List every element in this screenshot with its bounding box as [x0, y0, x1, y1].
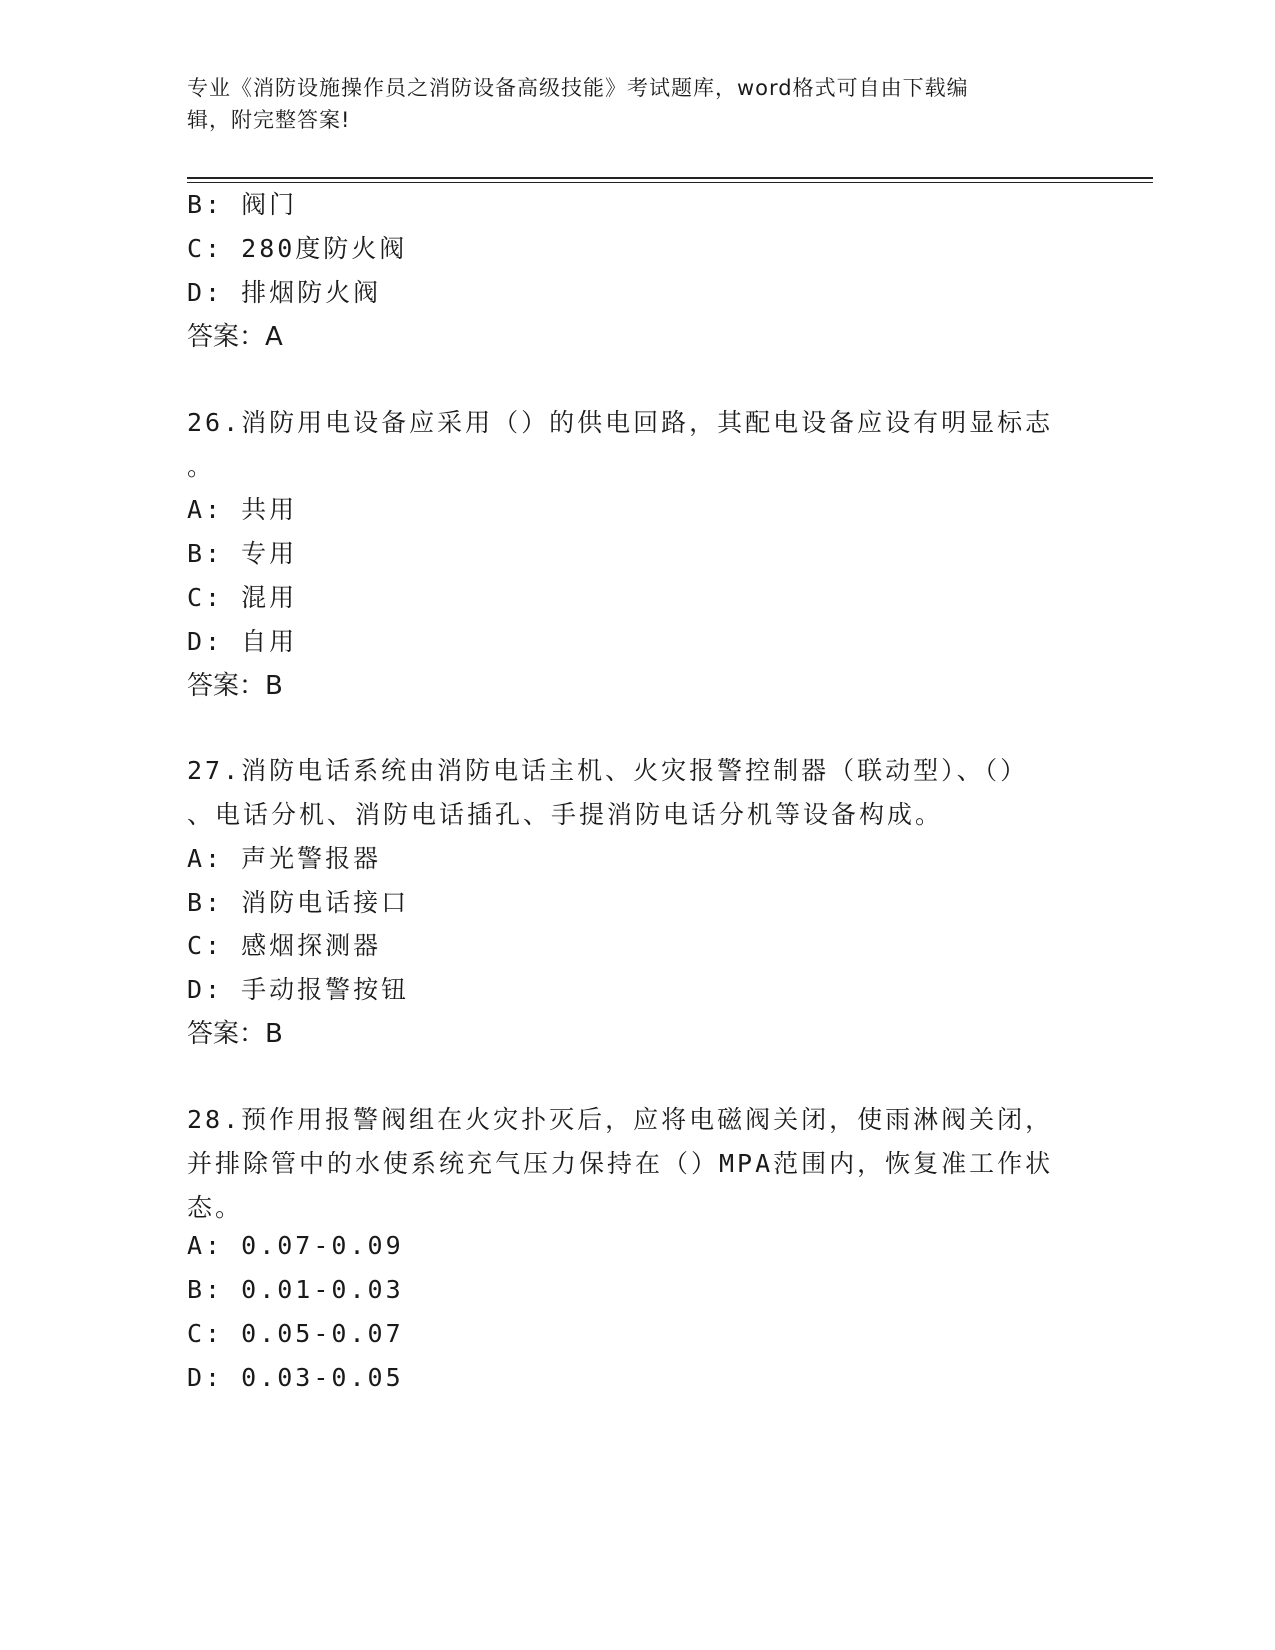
q26-stem-line-1: 26.消防用电设备应采用（）的供电回路，其配电设备应设有明显标志: [187, 408, 1054, 437]
q27-option-d: D: 手动报警按钮: [187, 975, 410, 1004]
q26-answer: 答案：B: [187, 671, 283, 701]
q25-option-d: D: 排烟防火阀: [187, 278, 382, 307]
q27-option-a: A: 声光警报器: [187, 844, 382, 873]
q28-option-d: D: 0.03-0.05: [187, 1363, 404, 1392]
q27-option-b: B: 消防电话接口: [187, 888, 410, 917]
document-header: [187, 72, 1087, 136]
q26-option-a: A: 共用: [187, 495, 298, 524]
q27-option-c: C: 感烟探测器: [187, 931, 382, 960]
q27-stem-line-1: 27.消防电话系统由消防电话主机、火灾报警控制器（联动型）、（）: [187, 756, 1029, 785]
q25-option-b: B: 阀门: [187, 190, 298, 219]
q28-stem-line-1: 28.预作用报警阀组在火灾扑灭后，应将电磁阀关闭，使雨淋阀关闭，: [187, 1105, 1054, 1134]
header-line-2: 辑，附完整答案!: [187, 108, 351, 132]
q26-option-b: B: 专用: [187, 539, 298, 568]
q28-option-a: A: 0.07-0.09: [187, 1231, 404, 1260]
q26-option-d: D: 自用: [187, 627, 298, 656]
q25-option-c: C: 280度防火阀: [187, 234, 408, 263]
q27-answer: 答案：B: [187, 1019, 283, 1049]
q26-stem-line-2: 。: [187, 452, 216, 481]
q25-answer: 答案：A: [187, 322, 283, 352]
header-divider: [187, 177, 1153, 179]
header-line-1: 专业《消防设施操作员之消防设备高级技能》考试题库，word格式可自由下载编: [187, 76, 969, 100]
q26-option-c: C: 混用: [187, 583, 298, 612]
q28-stem-line-2: 并排除管中的水使系统充气压力保持在（）MPA范围内，恢复准工作状: [187, 1149, 1054, 1178]
q28-stem-line-3: 态。: [187, 1193, 244, 1222]
q28-option-c: C: 0.05-0.07: [187, 1319, 404, 1348]
header-divider-thin: [187, 182, 1153, 183]
q27-stem-line-2: 、电话分机、消防电话插孔、手提消防电话分机等设备构成。: [187, 800, 944, 829]
q28-option-b: B: 0.01-0.03: [187, 1275, 404, 1304]
